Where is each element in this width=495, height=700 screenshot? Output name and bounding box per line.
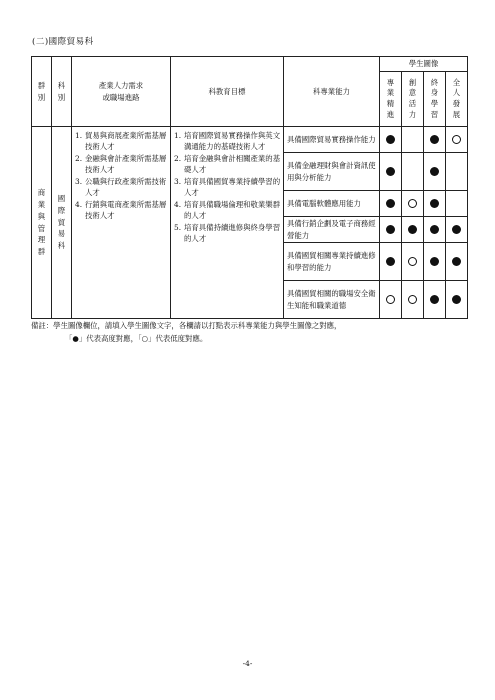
header-portrait-holistic: 全 人 發 展: [446, 72, 468, 127]
filled-dot-icon: [386, 199, 395, 208]
ability-cell: 具備金融理財與會計資訊使用與分析能力: [284, 153, 380, 191]
mark-cell: [424, 281, 446, 319]
goal-item: 4. 培育具備職場倫理和敬業樂群的人才: [174, 199, 281, 221]
ability-cell: 具備行銷企劃及電子商務經營能力: [284, 217, 380, 243]
mark-cell: [424, 153, 446, 191]
mark-cell: [402, 243, 424, 281]
header-portrait-professional: 專 業 精 進: [380, 72, 402, 127]
ability-cell: 具備國貿相關的職場安全衛生知能和職業道德: [284, 281, 380, 319]
ability-cell: 具備國際貿易實務操作能力: [284, 127, 380, 153]
header-group: 群 別: [32, 57, 52, 127]
industry-item: 2. 金融與會計產業所需基層技術人才: [75, 153, 167, 175]
mark-cell: [446, 127, 468, 153]
filled-dot-icon: [430, 225, 439, 234]
hollow-circle-icon: [386, 295, 395, 304]
filled-dot-icon: [386, 225, 395, 234]
mark-cell: [446, 217, 468, 243]
hollow-circle-icon: [408, 257, 417, 266]
mark-cell: [446, 243, 468, 281]
filled-dot-icon: [386, 167, 395, 176]
industry-item: 3. 公職與行政產業所需技術人才: [75, 176, 167, 198]
page-number: -4-: [242, 659, 253, 668]
mark-cell: [380, 153, 402, 191]
mark-cell: [380, 281, 402, 319]
mark-cell: [402, 153, 424, 191]
subject-name: 國 際 貿 易 科: [52, 127, 72, 319]
mark-cell: [402, 281, 424, 319]
filled-dot-icon: [430, 135, 439, 144]
mark-cell: [402, 217, 424, 243]
mark-cell: [402, 127, 424, 153]
filled-dot-icon: [430, 167, 439, 176]
industry-item: 4. 行銷與電商產業所需基層技術人才: [75, 199, 167, 221]
ability-cell: 具備國貿相關專業持續進修和學習的能力: [284, 243, 380, 281]
footnote: [31, 320, 471, 345]
filled-dot-icon: [386, 257, 395, 266]
hollow-circle-icon: [408, 295, 417, 304]
mark-cell: [380, 191, 402, 217]
goal-item: 5. 培育具備持續進修與終身學習的人才: [174, 222, 281, 244]
goal-item: 3. 培育具備國貿專業持續學習的人才: [174, 176, 281, 198]
ability-cell: 具備電腦軟體應用能力: [284, 191, 380, 217]
hollow-circle-icon: [408, 199, 417, 208]
mark-cell: [446, 281, 468, 319]
mark-cell: [424, 243, 446, 281]
filled-dot-icon: [452, 225, 461, 234]
filled-dot-icon: [430, 199, 439, 208]
goal-item: 1. 培育國際貿易實務操作與英文溝通能力的基礎技術人才: [174, 131, 281, 152]
header-portrait: 學生圖像: [380, 57, 468, 72]
section-title: (二)國際貿易科: [32, 37, 94, 47]
mark-cell: [402, 191, 424, 217]
mark-cell: [424, 191, 446, 217]
filled-dot-icon: [430, 257, 439, 266]
filled-dot-icon: [408, 225, 417, 234]
hollow-circle-icon: [452, 135, 461, 144]
industry-list: [72, 127, 171, 319]
mark-cell: [380, 127, 402, 153]
mark-cell: [380, 243, 402, 281]
filled-dot-icon: [452, 295, 461, 304]
group-name: 商 業 與 管 理 群: [32, 127, 52, 319]
header-subject: 科 別: [52, 57, 72, 127]
goal-item: 2. 培育金融與會計相關產業的基礎人才: [174, 153, 281, 175]
header-ability: 科專業能力: [284, 57, 380, 127]
mark-cell: [424, 217, 446, 243]
mark-cell: [446, 153, 468, 191]
filled-dot-icon: [386, 135, 395, 144]
goals-list: [171, 127, 284, 319]
filled-dot-icon: [430, 295, 439, 304]
footnote-line-1: 備註：學生圖像欄位，請填入學生圖像文字，各欄請以打點表示科專業能力與學生圖像之對應，: [31, 321, 342, 330]
mark-cell: [446, 191, 468, 217]
header-goals: 科教育目標: [171, 57, 284, 127]
header-portrait-creative: 創 意 活 力: [402, 72, 424, 127]
header-industry: 產業人力需求 或職場進路: [72, 57, 171, 127]
filled-dot-icon: [452, 257, 461, 266]
curriculum-table: [31, 56, 468, 319]
industry-item: 1. 貿易與商展產業所需基層技術人才: [75, 131, 167, 152]
footnote-line-2: 「●」代表高度對應，「○」代表低度對應。: [65, 333, 208, 343]
mark-cell: [380, 217, 402, 243]
mark-cell: [424, 127, 446, 153]
header-portrait-lifelong: 終 身 學 習: [424, 72, 446, 127]
